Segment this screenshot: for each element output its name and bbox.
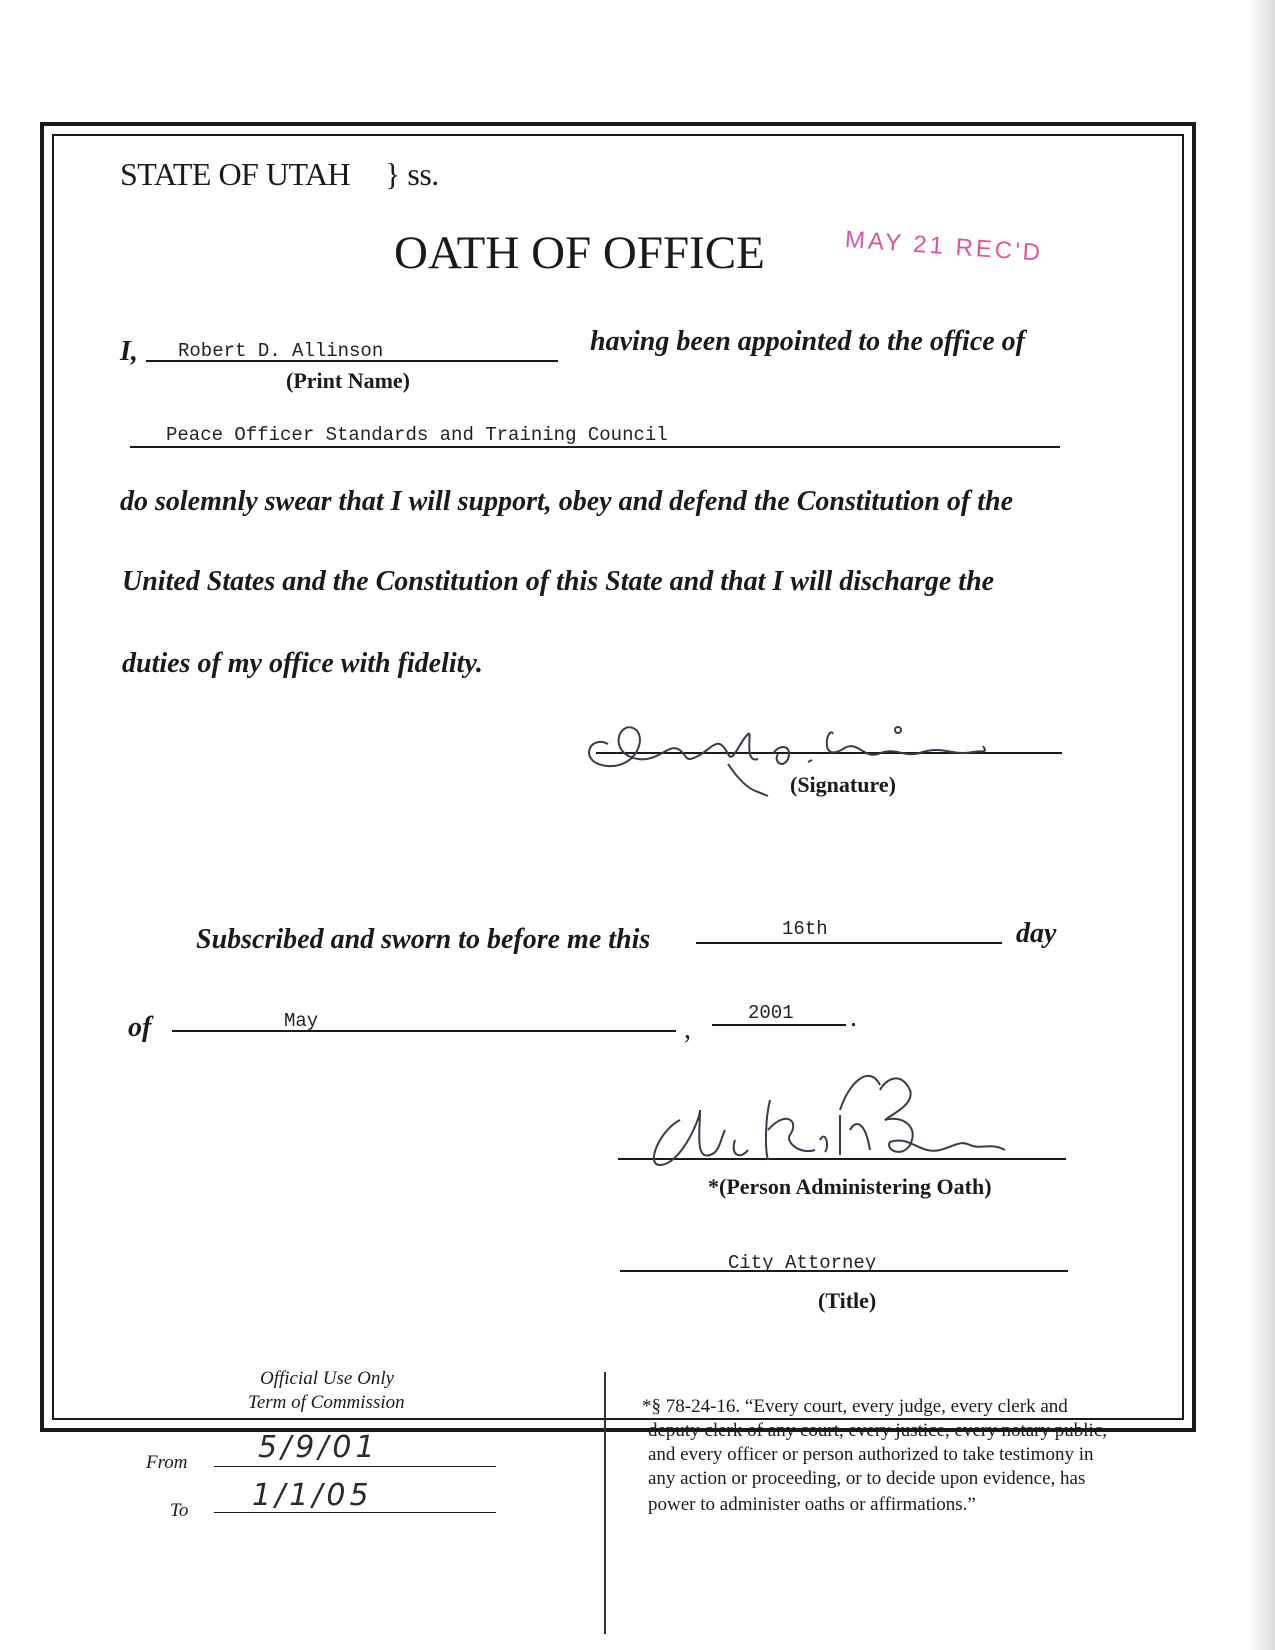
period: . [850,1002,857,1033]
from-value: 5/9/01 [258,1430,379,1465]
of-word: of [128,1012,152,1043]
state-heading: STATE OF UTAH [120,156,351,192]
signature-caption: (Signature) [790,772,896,797]
print-name-value: Robert D. Allinson [178,340,384,362]
oath-statement-line-1: do solemnly swear that I will support, obey and defend the Constitution of the [120,486,1013,517]
title-value: City Attorney [728,1252,877,1274]
day-word: day [1016,918,1057,949]
administrator-signature [640,1060,1020,1180]
statute-note-line-2: deputy clerk of any court, every justice, every notary public, [648,1420,1107,1441]
oath-taker-signature [578,704,998,804]
ss-notation: } ss. [385,156,439,192]
document-title: OATH OF OFFICE [394,227,765,279]
day-value: 16th [782,918,828,940]
month-value: May [284,1010,319,1032]
statute-note-line-5: power to administer oaths or affirmations.” [648,1494,976,1515]
to-value: 1/1/05 [252,1478,373,1513]
appointed-text: having been appointed to the office of [590,326,1025,357]
statute-note-line-1: *§ 78-24-16. “Every court, every judge, every clerk and [642,1396,1068,1417]
term-of-commission-heading: Term of Commission [248,1392,405,1413]
administrator-caption: *(Person Administering Oath) [708,1174,992,1199]
to-label: To [170,1500,189,1521]
office-line [130,446,1060,448]
subscribed-text: Subscribed and sworn to before me this [196,924,651,955]
from-line [214,1466,496,1467]
oath-prefix: I, [120,336,138,367]
year-value: 2001 [748,1002,794,1024]
statute-note-line-4: any action or proceeding, or to decide upon evidence, has [648,1468,1086,1489]
office-value: Peace Officer Standards and Training Council [166,424,668,446]
page-edge-shadow [1247,0,1275,1650]
print-name-caption: (Print Name) [286,368,411,393]
received-stamp: MAY 21 REC'D [844,226,1044,267]
from-label: From [146,1452,188,1473]
day-line [696,942,1002,944]
statute-note-line-3: and every officer or person authorized to take testimony in [648,1444,1094,1465]
comma: , [684,1014,691,1045]
month-line [172,1030,676,1032]
year-line [712,1024,846,1026]
title-caption: (Title) [818,1288,877,1313]
oath-statement-line-3: duties of my office with fidelity. [122,648,483,679]
oath-statement-line-2: United States and the Constitution of this State and that I will discharge the [122,566,995,597]
footer-divider [604,1372,606,1634]
official-use-heading: Official Use Only [260,1368,395,1389]
